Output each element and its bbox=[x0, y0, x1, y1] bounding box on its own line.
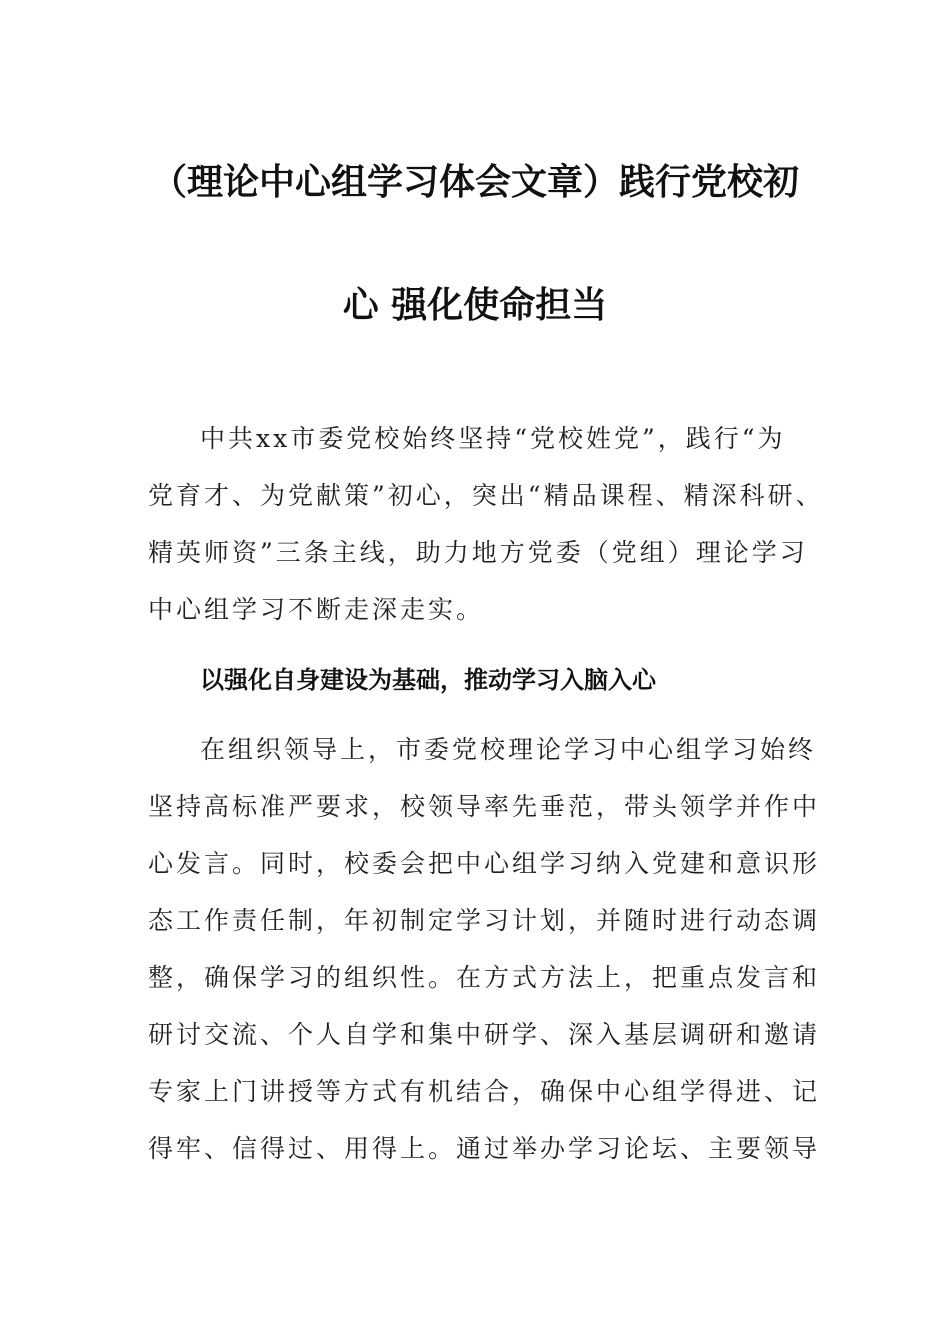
paragraph-line: 中共xx市委党校始终坚持“党校姓党”，践行“为 bbox=[200, 424, 786, 453]
paragraph-line: 坚持高标准严要求，校领导率先垂范，带头领学并作中 bbox=[148, 792, 821, 821]
paragraph-line: 整，确保学习的组织性。在方式方法上，把重点发言和 bbox=[148, 963, 821, 992]
document-title-line-1: （理论中心组学习体会文章）践行党校初 bbox=[150, 162, 799, 203]
paragraph-line: 精英师资”三条主线，助力地方党委（党组）理论学习 bbox=[148, 538, 808, 567]
paragraph-line: 研讨交流、个人自学和集中研学、深入基层调研和邀请 bbox=[148, 1020, 821, 1049]
paragraph-line: 中心组学习不断走深走实。 bbox=[148, 595, 485, 624]
section-heading: 以强化自身建设为基础，推动学习入脑入心 bbox=[200, 666, 656, 694]
document-title-line-2: 心 强化使命担当 bbox=[342, 285, 608, 326]
paragraph-line: 专家上门讲授等方式有机结合，确保中心组学得进、记 bbox=[148, 1077, 821, 1106]
paragraph-line: 心发言。同时，校委会把中心组学习纳入党建和意识形 bbox=[148, 849, 821, 878]
paragraph-line: 得牢、信得过、用得上。通过举办学习论坛、主要领导 bbox=[148, 1134, 821, 1163]
paragraph-line: 在组织领导上，市委党校理论学习中心组学习始终 bbox=[200, 735, 817, 764]
paragraph-line: 党育才、为党献策”初心，突出“精品课程、精深科研、 bbox=[148, 481, 824, 510]
paragraph-line: 态工作责任制，年初制定学习计划，并随时进行动态调 bbox=[148, 906, 821, 935]
